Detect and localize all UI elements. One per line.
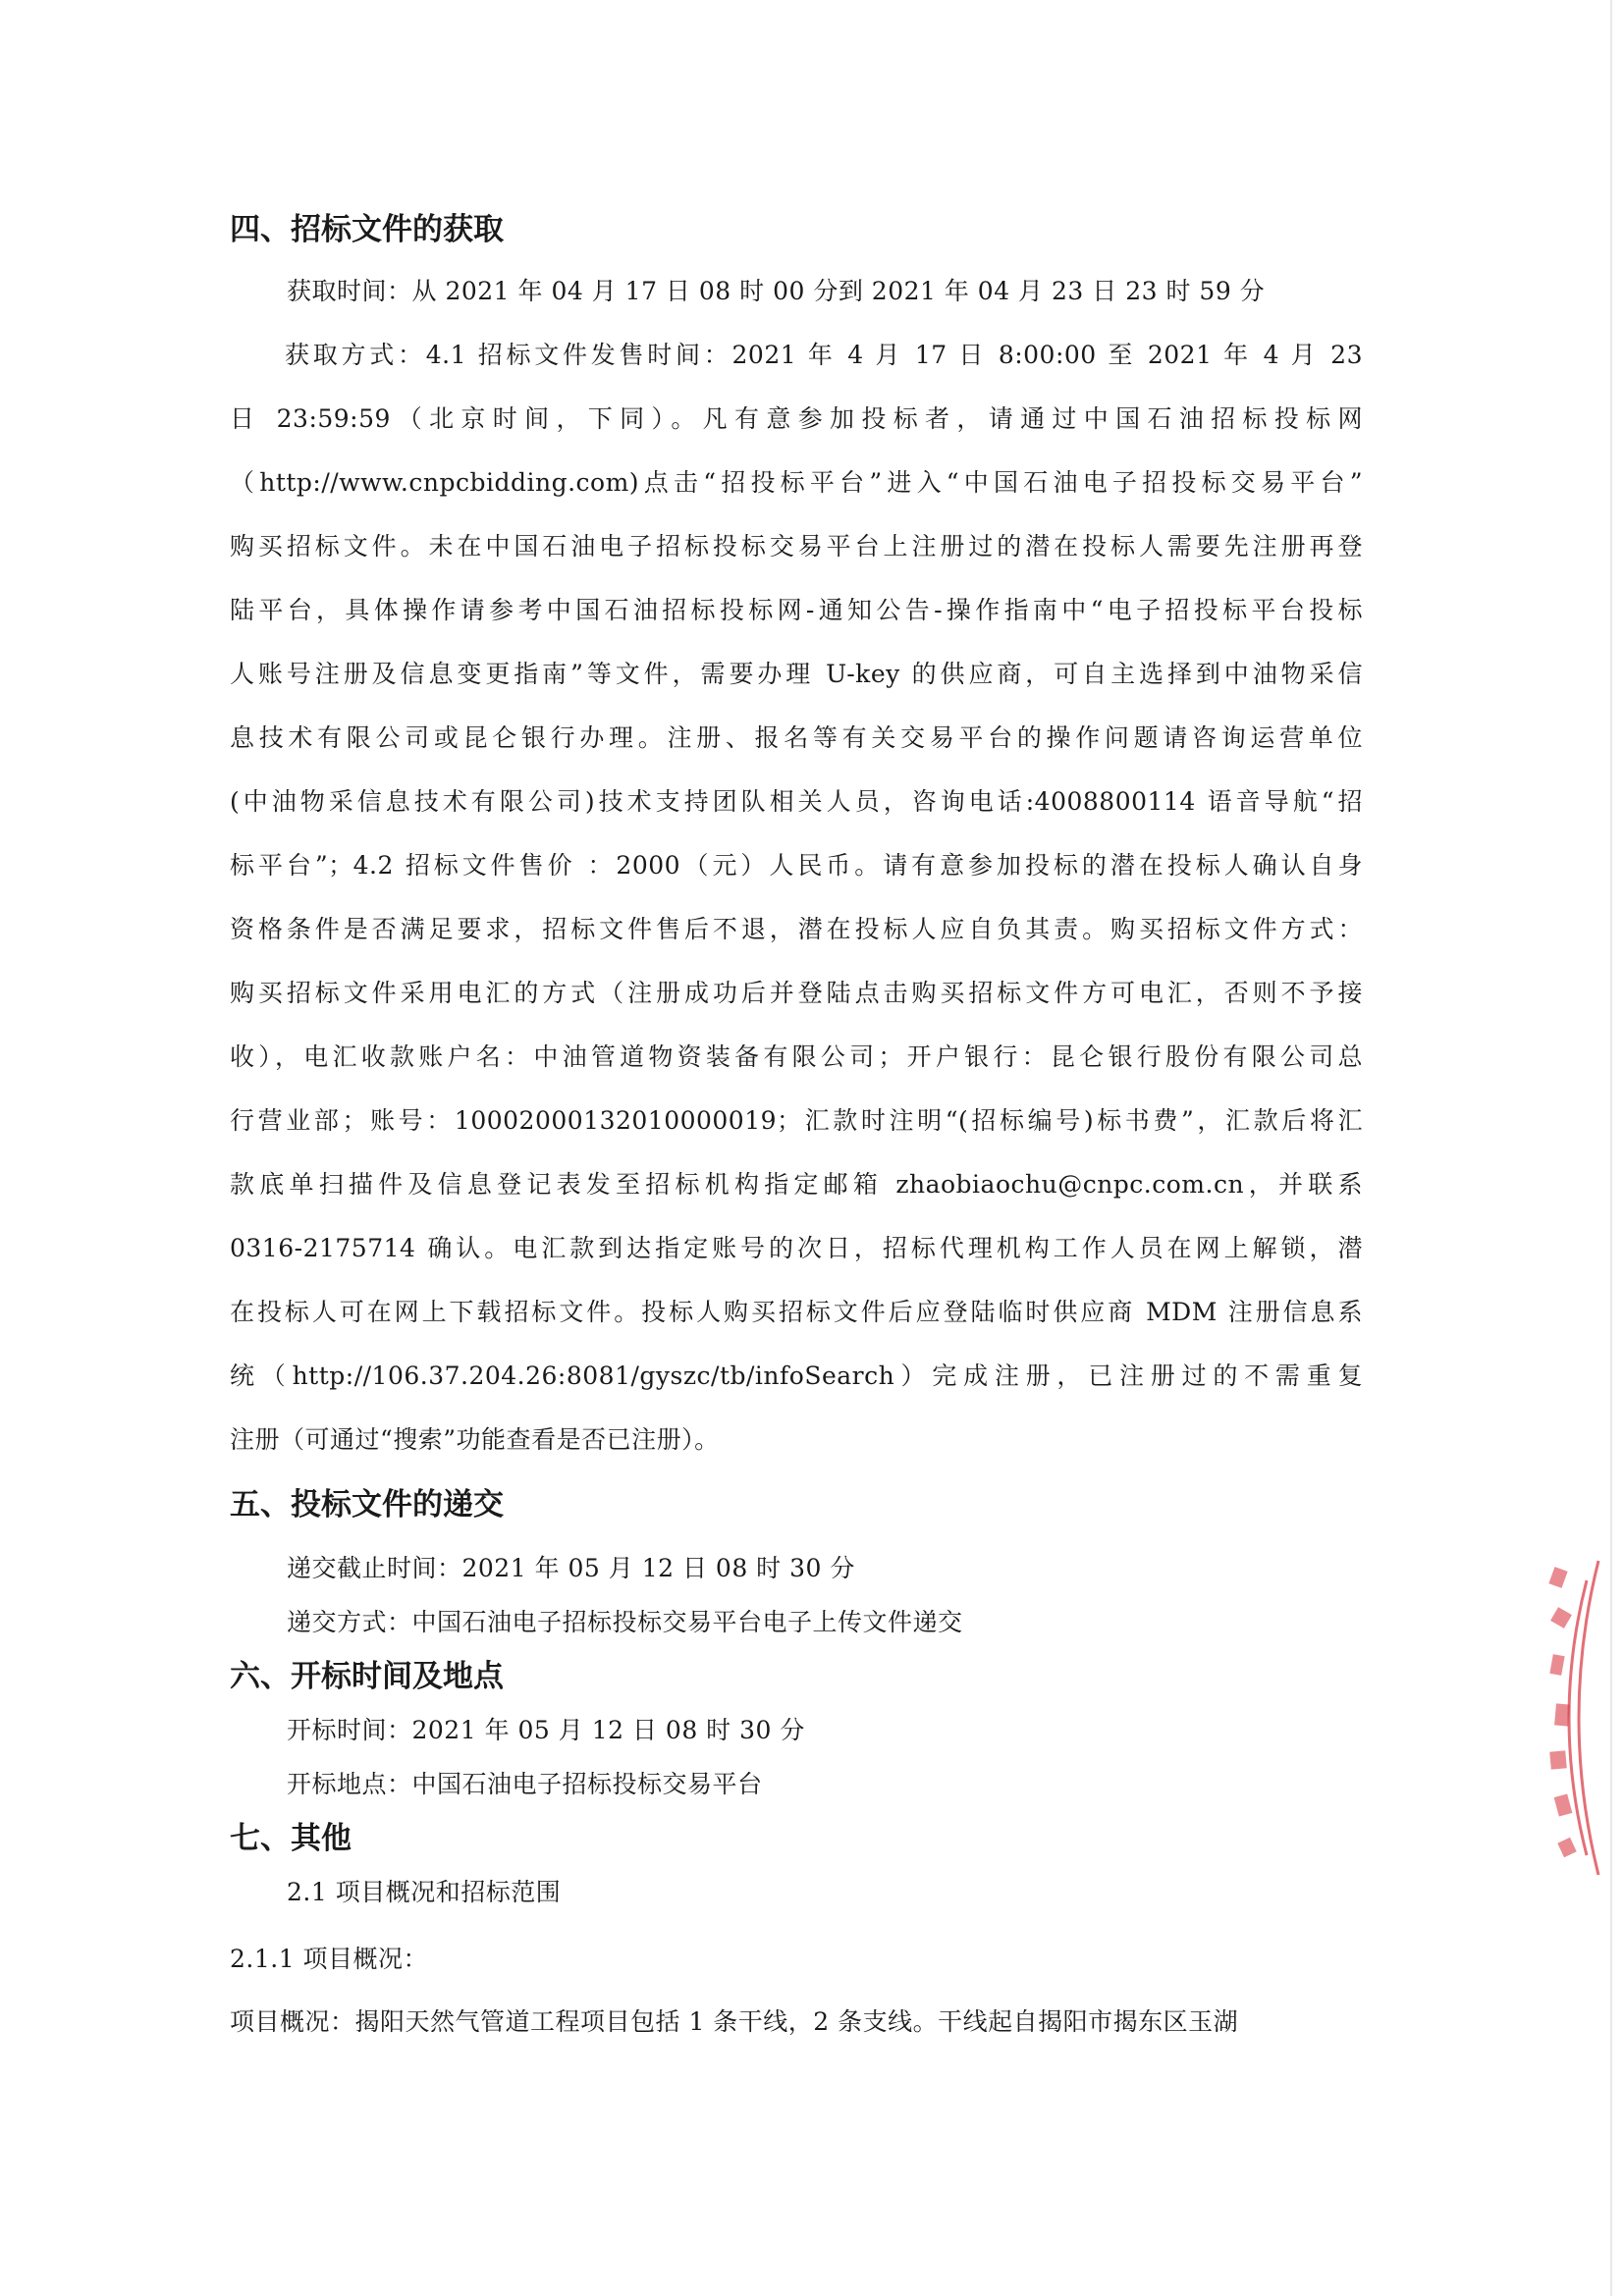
- section-4-method-line: 0316-2175714 确认。电汇款到达指定账号的次日，招标代理机构工作人员在网上解锁，潜: [230, 1234, 1363, 1262]
- section-4-method-line: 收），电汇收款账户名：中油管道物资装备有限公司；开户银行：昆仑银行股份有限公司总: [230, 1042, 1363, 1071]
- section-4-method-line: 注册（可通过“搜索”功能查看是否已注册）。: [230, 1425, 720, 1454]
- section-4-method-line: (中油物采信息技术有限公司)技术支持团队相关人员，咨询电话:4008800114 语音导航“招: [230, 787, 1363, 816]
- section-4-method-line: 购买招标文件。未在中国石油电子招标投标交易平台上注册过的潜在投标人需要先注册再登: [230, 532, 1363, 561]
- section-6-place: 开标地点：中国石油电子招标投标交易平台: [287, 1770, 763, 1798]
- section-4-method-line: 在投标人可在网上下载招标文件。投标人购买招标文件后应登陆临时供应商 MDM 注册信息系: [230, 1298, 1363, 1326]
- section-4-method-line: 日 23:59:59（北京时间，下同）。凡有意参加投标者，请通过中国石油招标投标网: [230, 404, 1363, 433]
- section-4-method-line: 购买招标文件采用电汇的方式（注册成功后并登陆点击购买招标文件方可电汇，否则不予接: [230, 979, 1363, 1007]
- section-4-time: 获取时间：从 2021 年 04 月 17 日 08 时 00 分到 2021 年 04 月 23 日 23 时 59 分: [287, 277, 1266, 305]
- section-4-method-line: 标平台”；4.2 招标文件售价 ：2000（元）人民币。请有意参加投标的潜在投标人确认自身: [230, 851, 1363, 880]
- section-4-method-line: 陆平台，具体操作请参考中国石油招标投标网-通知公告-操作指南中“电子招投标平台投标: [230, 596, 1363, 624]
- section-4-method-line: 款底单扫描件及信息登记表发至招标机构指定邮箱 zhaobiaochu@cnpc.com.cn，并联系: [230, 1170, 1363, 1199]
- section-4-method-line: 息技术有限公司或昆仑银行办理。注册、报名等有关交易平台的操作问题请咨询运营单位: [230, 723, 1363, 752]
- section-7-heading: 七、其他: [230, 1821, 352, 1856]
- section-5-heading: 五、投标文件的递交: [230, 1487, 504, 1522]
- section-7-subheading: 2.1 项目概况和招标范围: [287, 1878, 562, 1906]
- section-4-method-line: 统（http://106.37.204.26:8081/gyszc/tb/infoSearch）完成注册，已注册过的不需重复: [230, 1362, 1363, 1390]
- section-4-method-line: 行营业部；账号：10002000132010000019；汇款时注明“(招标编号)标书费”，汇款后将汇: [230, 1106, 1363, 1135]
- page-edge: [1610, 0, 1612, 2296]
- section-4-method-line: 获取方式：4.1 招标文件发售时间：2021 年 4 月 17 日 8:00:00 至 2021 年 4 月 23: [285, 341, 1363, 369]
- section-6-heading: 六、开标时间及地点: [230, 1659, 504, 1694]
- section-5-deadline: 递交截止时间：2021 年 05 月 12 日 08 时 30 分: [287, 1554, 855, 1582]
- section-6-time: 开标时间：2021 年 05 月 12 日 08 时 30 分: [287, 1716, 805, 1744]
- section-7-subsubheading: 2.1.1 项目概况：: [230, 1945, 429, 1973]
- section-5-method: 递交方式：中国石油电子招标投标交易平台电子上传文件递交: [287, 1608, 963, 1636]
- section-4-method-line: （http://www.cnpcbidding.com)点击“招投标平台”进入“中国石油电子招投标交易平台”: [230, 468, 1363, 497]
- partial-seal-stamp: [1540, 1541, 1608, 1895]
- section-4-heading: 四、招标文件的获取: [230, 212, 504, 247]
- section-4-method-line: 人账号注册及信息变更指南”等文件，需要办理 U-key 的供应商，可自主选择到中油物采信: [230, 660, 1363, 688]
- section-4-method-line: 资格条件是否满足要求，招标文件售后不退，潜在投标人应自负其责。购买招标文件方式：: [230, 915, 1363, 943]
- section-7-overview: 项目概况：揭阳天然气管道工程项目包括 1 条干线，2 条支线。干线起自揭阳市揭东区玉湖: [230, 2007, 1239, 2036]
